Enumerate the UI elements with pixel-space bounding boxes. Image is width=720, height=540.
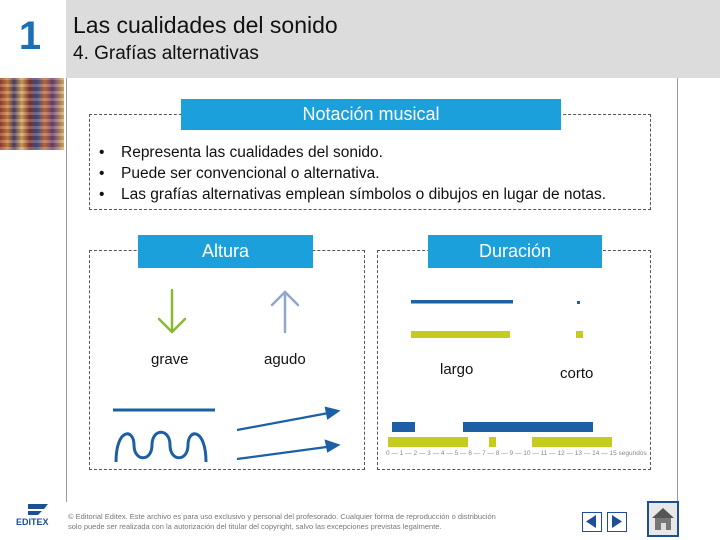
page-subtitle: 4. Grafías alternativas	[73, 43, 259, 64]
timeline-bar	[489, 437, 496, 447]
bullet-text: Puede ser convencional o alternativa.	[121, 165, 380, 182]
timeline-bar	[392, 422, 415, 432]
altura-title: Altura	[138, 235, 313, 268]
converging-arrows-graphic	[237, 408, 338, 459]
list-item: • Las grafías alternativas emplean símbolos o dibujos en lugar de notas.	[99, 186, 607, 203]
corto-label: corto	[560, 365, 594, 382]
short-blue-dot	[577, 301, 580, 304]
grave-label: grave	[151, 351, 189, 368]
home-icon	[649, 503, 677, 535]
home-button[interactable]	[647, 501, 679, 537]
copyright-line: © Editorial Editex. Este archivo es para uso exclusivo y personal del profesorado. Cualquier forma de reproducción o distribución	[68, 512, 496, 521]
notation-title: Notación musical	[181, 99, 561, 130]
agudo-label: agudo	[264, 351, 306, 368]
timeline-bar	[463, 422, 593, 432]
bullet-text: Las grafías alternativas emplean símbolos o dibujos en lugar de notas.	[121, 186, 607, 203]
list-item: • Representa las cualidades del sonido.	[99, 144, 383, 161]
copyright-line: solo puede ser realizada con la autorización del titular del copyright, salvo las excepciones previstas legalmente.	[68, 522, 442, 531]
duration-timeline	[388, 422, 612, 447]
arrow-left-icon	[583, 513, 600, 530]
bullet-text: Representa las cualidades del sonido.	[121, 144, 383, 161]
largo-label: largo	[440, 361, 474, 378]
duracion-title: Duración	[428, 235, 602, 268]
wavy-line-graphic	[116, 432, 206, 462]
long-blue-line	[411, 300, 513, 304]
publisher-name: EDITEX	[16, 517, 49, 527]
editex-logo	[14, 500, 60, 536]
short-yellow-dot	[576, 331, 583, 338]
timeline-bar	[532, 437, 612, 447]
page-title: Las cualidades del sonido	[73, 12, 338, 38]
chapter-number: 1	[18, 14, 42, 58]
copyright-notice	[68, 512, 498, 532]
timeline-scale: 0 — 1 — 2 — 3 — 4 — 5 — 6 — 7 — 8 — 9 — 10 — 11 — 12 — 13 — 14 — 15 segundos	[386, 450, 647, 457]
next-button[interactable]	[607, 512, 627, 532]
long-yellow-line	[411, 331, 510, 338]
arrow-right-icon	[608, 513, 625, 530]
timeline-bar	[388, 437, 468, 447]
down-arrow-icon	[159, 290, 185, 332]
prev-button[interactable]	[582, 512, 602, 532]
up-arrow-icon	[272, 292, 298, 332]
list-item: • Puede ser convencional o alternativa.	[99, 165, 380, 182]
